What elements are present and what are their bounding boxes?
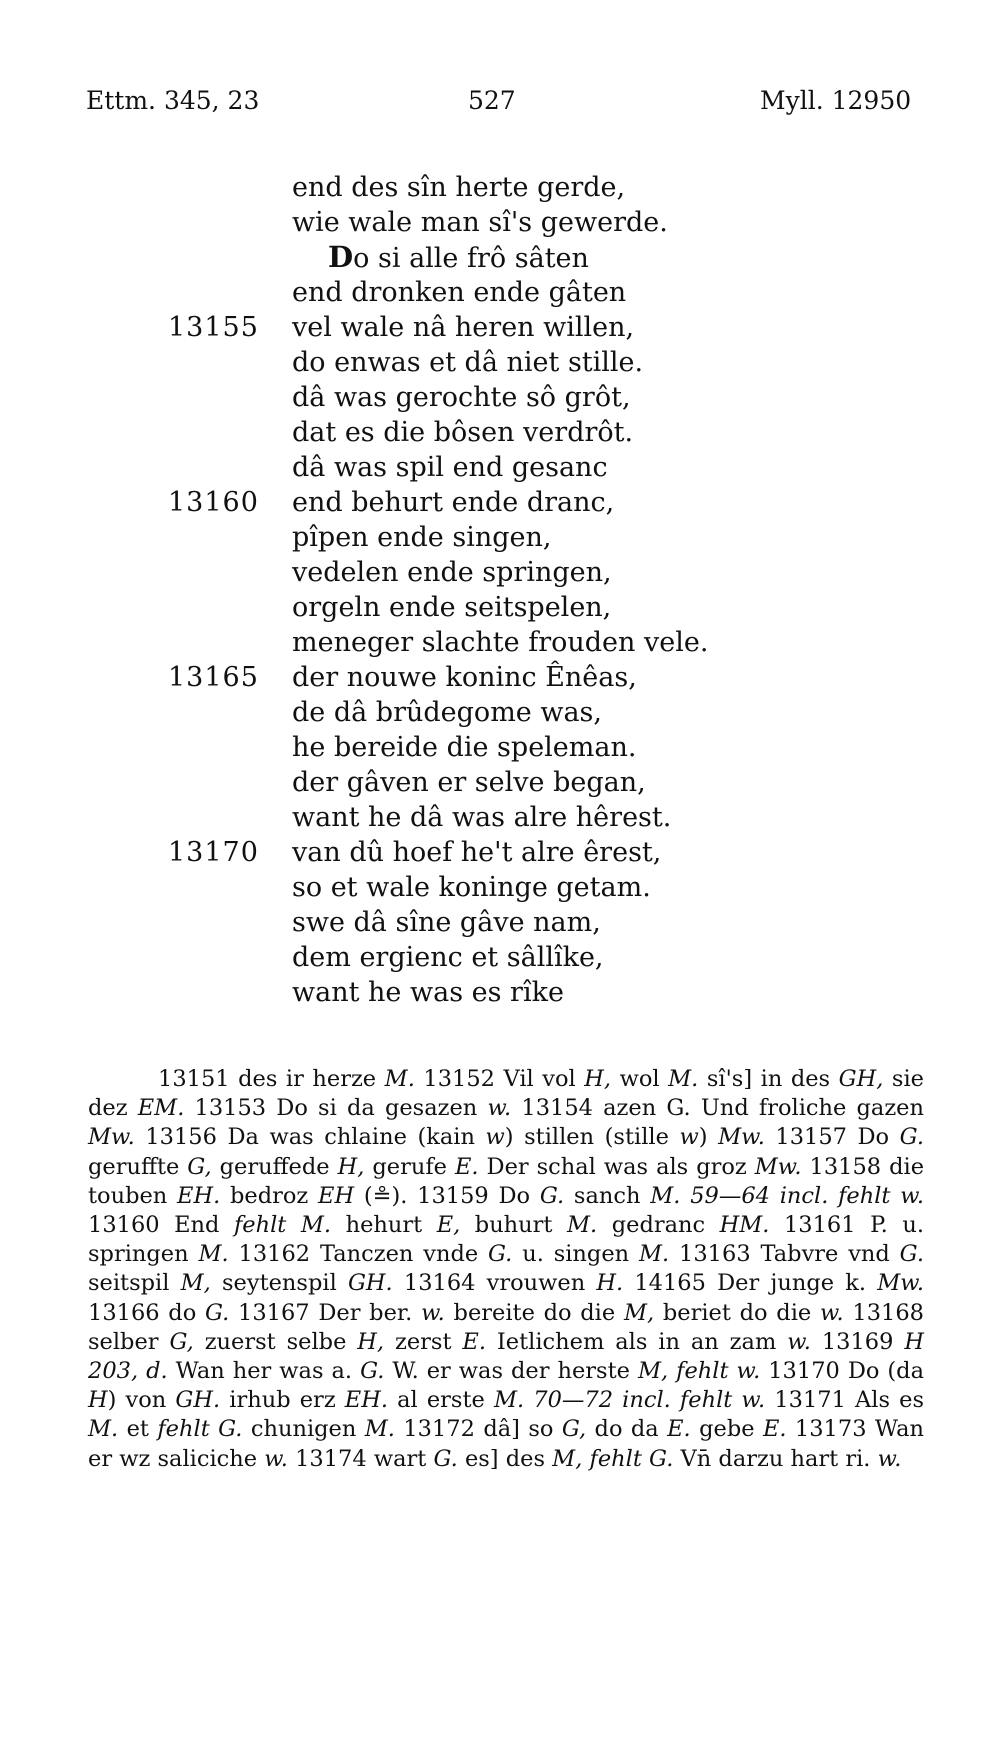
verse-words: want he was es rîke [292, 977, 564, 1008]
verse-line [0, 275, 1000, 310]
apparatus-segment: zuerst selbe [193, 1328, 358, 1355]
running-header [0, 86, 1000, 126]
apparatus-segment: 13160 End [88, 1212, 234, 1239]
verse-words: meneger slachte frouden vele. [292, 627, 709, 658]
apparatus-segment: beriet do die [654, 1299, 820, 1326]
apparatus-segment: Der schal was als groz [478, 1153, 755, 1180]
apparatus-segment: Mw. [877, 1270, 924, 1297]
verse-line [0, 660, 1000, 695]
apparatus-segment: 13162 Tanczen vnde [228, 1241, 489, 1268]
apparatus-segment: seytenspil [210, 1270, 348, 1297]
verse-text-line [328, 240, 589, 276]
apparatus-segment: E. [462, 1328, 486, 1355]
header-right-reference: Myll. 12950 [760, 86, 912, 115]
apparatus-paragraph [88, 1065, 924, 1474]
verse-text-line [292, 380, 631, 415]
line-number: 13160 [168, 487, 259, 518]
apparatus-segment: M, fehlt G. [552, 1445, 674, 1472]
verse-line [0, 205, 1000, 240]
apparatus-segment: u. singen [512, 1241, 639, 1268]
apparatus-segment: gedranc [597, 1212, 720, 1239]
apparatus-segment: 13163 Tabvre vnd [669, 1241, 900, 1268]
apparatus-segment: 13167 Der ber. [229, 1299, 422, 1326]
apparatus-segment: w. [421, 1299, 445, 1326]
apparatus-segment: Wan her was a. [167, 1358, 361, 1385]
apparatus-segment: EH [318, 1182, 355, 1209]
verse-words: van dû hoef he't alre êrest, [292, 837, 662, 868]
verse-words: dâ was spil end gesanc [292, 452, 608, 483]
apparatus-segment: 13171 Als es [765, 1387, 924, 1414]
verse-text-line [292, 905, 601, 940]
verse-words: end des sîn herte gerde, [292, 172, 626, 203]
apparatus-segment: buhurt [460, 1212, 567, 1239]
apparatus-segment: G. [360, 1358, 385, 1385]
verse-text-line [292, 415, 633, 450]
verse-line [0, 800, 1000, 835]
apparatus-segment: G. [204, 1299, 230, 1326]
apparatus-segment: 13174 wart [287, 1445, 434, 1472]
verse-words: swe dâ sîne gâve nam, [292, 907, 601, 938]
apparatus-segment: GH. [347, 1270, 393, 1297]
apparatus-segment: w. [487, 1095, 512, 1122]
verse-line [0, 835, 1000, 870]
apparatus-segment: M, [623, 1299, 655, 1326]
apparatus-segment: do da [586, 1416, 668, 1443]
verse-line [0, 520, 1000, 555]
verse-line [0, 695, 1000, 730]
apparatus-segment: 13153 Do si da gesazen [184, 1095, 488, 1122]
verse-text-line [292, 835, 661, 870]
apparatus-segment: E, [436, 1212, 461, 1239]
apparatus-segment: al erste [388, 1387, 494, 1414]
verse-text [0, 170, 1000, 1010]
verse-text-line [292, 205, 668, 240]
apparatus-segment: 13152 Vil vol [414, 1066, 585, 1092]
apparatus-segment: 59—64 incl. fehlt w. [680, 1182, 924, 1209]
apparatus-segment: irhub erz [220, 1387, 345, 1414]
verse-line [0, 485, 1000, 520]
apparatus-segment: bereite do die [444, 1299, 624, 1326]
verse-text-line [292, 590, 611, 625]
apparatus-segment: EH. [344, 1387, 388, 1414]
apparatus-segment: geruffte [88, 1153, 188, 1180]
verse-words: dâ was gerochte sô grôt, [292, 382, 631, 413]
verse-line [0, 905, 1000, 940]
apparatus-segment: M. [650, 1182, 681, 1209]
verse-words: he bereide die speleman. [292, 732, 637, 763]
apparatus-segment: G. [488, 1241, 513, 1268]
verse-text-line [292, 625, 708, 660]
verse-text-line [292, 450, 608, 485]
apparatus-segment: G, [187, 1153, 212, 1180]
apparatus-segment: M, fehlt w. [637, 1358, 761, 1385]
verse-words: orgeln ende seitspelen, [292, 592, 612, 623]
verse-line [0, 170, 1000, 205]
verse-line [0, 380, 1000, 415]
apparatus-segment: w. [787, 1328, 811, 1355]
verse-line [0, 975, 1000, 1010]
apparatus-segment: es] des [457, 1445, 553, 1472]
apparatus-segment: H, [337, 1153, 365, 1180]
apparatus-segment: 13166 do [88, 1299, 205, 1326]
apparatus-segment: GH, [838, 1066, 884, 1092]
verse-text-line [292, 940, 604, 975]
header-left-reference: Ettm. 345, 23 [86, 86, 260, 115]
apparatus-segment: w [679, 1124, 699, 1151]
apparatus-segment: G, [561, 1416, 587, 1443]
apparatus-segment: H. [596, 1270, 624, 1297]
apparatus-segment: 13156 Da was chlaine (kain [134, 1124, 486, 1151]
apparatus-segment: H, [584, 1066, 612, 1092]
apparatus-segment: M. [668, 1066, 699, 1092]
apparatus-segment: geruffede [211, 1153, 338, 1180]
verse-line [0, 765, 1000, 800]
apparatus-segment: M. [88, 1416, 119, 1443]
initial-letter: D [328, 240, 354, 274]
apparatus-segment: 13158 die touben [88, 1153, 925, 1209]
apparatus-segment: H, [357, 1328, 385, 1355]
verse-words: der nouwe koninc Ênêas, [292, 662, 637, 693]
apparatus-segment: Mw. [718, 1124, 765, 1151]
apparatus-segment: H [88, 1387, 108, 1414]
apparatus-segment: 13164 vrouwen [392, 1270, 597, 1297]
apparatus-segment: E. [454, 1153, 479, 1180]
apparatus-segment: 13161 P. u. springen [88, 1212, 924, 1268]
apparatus-segment: wol [611, 1066, 669, 1092]
verse-line [0, 940, 1000, 975]
apparatus-segment: M. [567, 1212, 598, 1239]
verse-text-line [292, 345, 643, 380]
apparatus-segment: 13169 [810, 1328, 905, 1355]
apparatus-segment: (≗). 13159 Do [354, 1182, 540, 1209]
apparatus-segment: E. [667, 1416, 691, 1443]
verse-text-line [292, 520, 551, 555]
apparatus-segment: G. [899, 1124, 924, 1151]
verse-line [0, 415, 1000, 450]
apparatus-segment: ) [698, 1124, 719, 1151]
line-number: 13155 [168, 312, 259, 343]
verse-words: do enwas et dâ niet stille. [292, 347, 644, 378]
apparatus-segment: ) von [107, 1387, 176, 1414]
apparatus-segment: 13157 Do [764, 1124, 900, 1151]
verse-text-line [292, 310, 634, 345]
apparatus-segment: 13173 Wan er wz saliciche [88, 1416, 924, 1472]
verse-text-line [292, 660, 637, 695]
line-number: 13165 [168, 662, 259, 693]
apparatus-segment: EM. [137, 1095, 185, 1122]
apparatus-segment: M. [384, 1066, 415, 1092]
apparatus-segment: gerufe [364, 1153, 455, 1180]
apparatus-segment: 13151 des ir herze [158, 1066, 385, 1092]
apparatus-segment: hehurt [331, 1212, 437, 1239]
verse-text-line [292, 870, 651, 905]
apparatus-segment: 13170 Do (da [760, 1358, 924, 1385]
apparatus-segment: H 203, d. [88, 1328, 924, 1385]
apparatus-segment: fehlt M. [233, 1212, 332, 1239]
apparatus-segment: 13172 dâ] so [394, 1416, 562, 1443]
verse-text-line [292, 485, 614, 520]
apparatus-segment: sî's] in des [698, 1066, 839, 1092]
verse-words: wie wale man sî's gewerde. [292, 207, 668, 238]
apparatus-segment: w [485, 1124, 505, 1151]
apparatus-segment: zerst [384, 1328, 463, 1355]
verse-text-line [292, 730, 636, 765]
verse-words: de dâ brûdegome was, [292, 697, 602, 728]
apparatus-segment: E. [762, 1416, 787, 1443]
verse-text-line [292, 800, 671, 835]
verse-line [0, 450, 1000, 485]
apparatus-segment: G. [433, 1445, 458, 1472]
apparatus-segment: Ietlichem als in an zam [486, 1328, 788, 1355]
verse-words: dem ergienc et sâllîke, [292, 942, 604, 973]
apparatus-segment: seitspil [88, 1270, 181, 1297]
verse-words: so et wale koninge getam. [292, 872, 651, 903]
apparatus-segment: 14165 Der junge k. [623, 1270, 878, 1297]
verse-line [0, 730, 1000, 765]
apparatus-segment: G, [169, 1328, 194, 1355]
apparatus-segment: HM. [719, 1212, 770, 1239]
verse-text-line [292, 170, 625, 205]
verse-line [0, 625, 1000, 660]
apparatus-segment: w. [264, 1445, 288, 1472]
verse-words: want he dâ was alre hêrest. [292, 802, 672, 833]
apparatus-segment: M. [639, 1241, 670, 1268]
apparatus-segment: chunigen [242, 1416, 365, 1443]
apparatus-segment: 13168 selber [88, 1299, 924, 1355]
apparatus-segment: M. 70—72 incl. fehlt w. [493, 1387, 766, 1414]
line-number: 13170 [168, 837, 259, 868]
verse-line [0, 345, 1000, 380]
apparatus-segment: W. er was der herste [384, 1358, 638, 1385]
verse-words: vel wale nâ heren willen, [292, 312, 635, 343]
apparatus-segment: M. [364, 1416, 395, 1443]
verse-words: pîpen ende singen, [292, 522, 552, 553]
apparatus-segment: w. [877, 1445, 902, 1472]
apparatus-segment: G. [899, 1241, 924, 1268]
apparatus-segment: M, [180, 1270, 211, 1297]
verse-line [0, 310, 1000, 345]
verse-line [0, 870, 1000, 905]
verse-line [0, 555, 1000, 590]
verse-line [0, 590, 1000, 625]
critical-apparatus [88, 1065, 924, 1474]
apparatus-segment: sanch [564, 1182, 651, 1209]
apparatus-segment: fehlt G. [157, 1416, 243, 1443]
verse-words: o si alle frô sâten [353, 243, 589, 274]
apparatus-segment: Vn̄ darzu hart ri. [673, 1445, 878, 1472]
verse-words: dat es die bôsen verdrôt. [292, 417, 634, 448]
verse-text-line [292, 695, 602, 730]
apparatus-segment: et [118, 1416, 158, 1443]
apparatus-segment: gebe [690, 1416, 763, 1443]
page-number: 527 [468, 86, 516, 115]
verse-line [0, 240, 1000, 275]
apparatus-segment: M. [198, 1241, 229, 1268]
verse-words: end dronken ende gâten [292, 277, 627, 308]
apparatus-segment: G. [539, 1182, 565, 1209]
verse-words: vedelen ende springen, [292, 557, 612, 588]
verse-text-line [292, 275, 626, 310]
apparatus-segment: w. [819, 1299, 844, 1326]
verse-words: der gâven er selve began, [292, 767, 646, 798]
apparatus-segment: Mw. [88, 1124, 135, 1151]
apparatus-segment: ) stillen (stille [504, 1124, 680, 1151]
verse-words: end behurt ende dranc, [292, 487, 615, 518]
apparatus-segment: bedroz [220, 1182, 319, 1209]
apparatus-segment: 13154 azen G. Und froliche gazen [511, 1095, 924, 1122]
verse-text-line [292, 555, 612, 590]
verse-text-line [292, 975, 564, 1010]
verse-text-line [292, 765, 646, 800]
apparatus-segment: Mw. [754, 1153, 802, 1180]
apparatus-segment: sie dez [88, 1066, 924, 1122]
apparatus-segment: EH. [177, 1182, 221, 1209]
apparatus-segment: GH. [175, 1387, 221, 1414]
